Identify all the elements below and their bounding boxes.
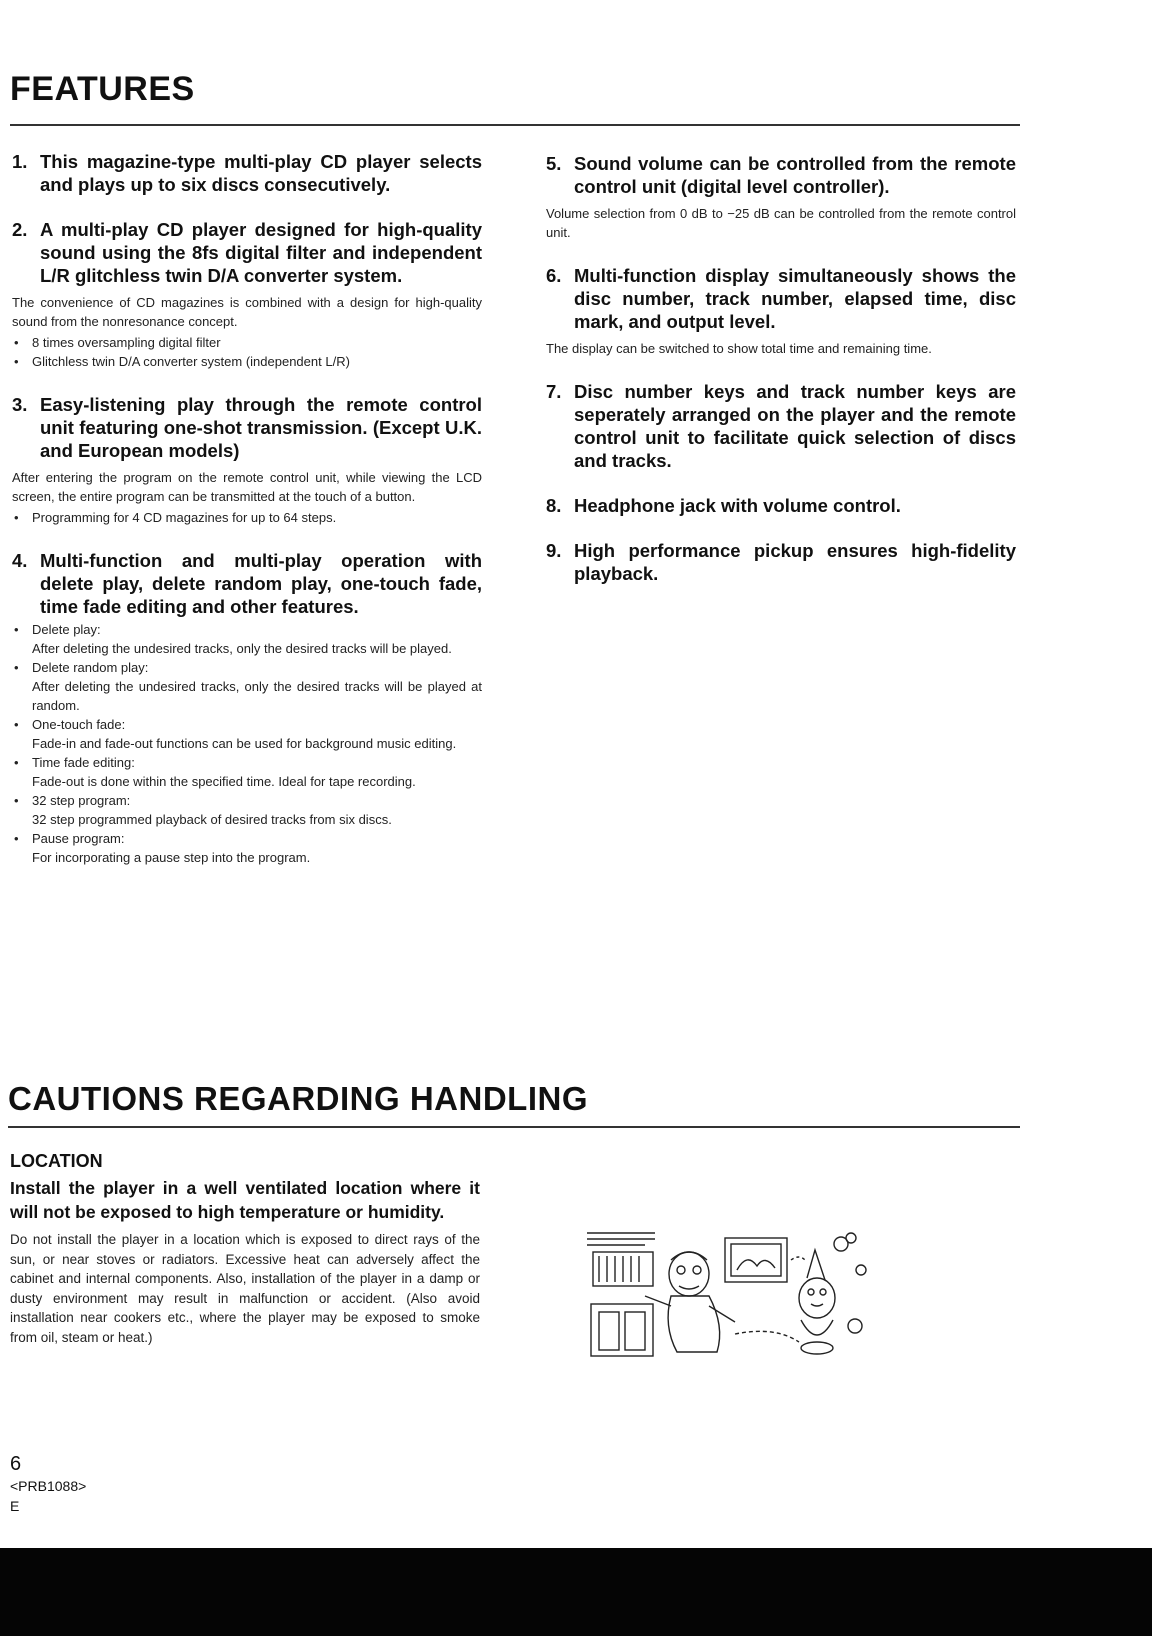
feature-title: High performance pickup ensures high-fidelity playback. — [574, 540, 1016, 584]
bullet-body: For incorporating a pause step into the program. — [32, 850, 311, 865]
feature-title: This magazine-type multi-play CD player selects and plays up to six discs consecutively. — [40, 151, 482, 195]
cautions-heading: CAUTIONS REGARDING HANDLING — [8, 1080, 588, 1117]
feature-heading — [546, 380, 1016, 472]
feature-title: A multi-play CD player designed for high-quality sound using the 8fs digital filter and independent L/R glitchless twin D/A converter system. — [40, 219, 482, 286]
feature-title: Multi-function display simultaneously shows the disc number, track number, elapsed time, disc mark, and output level. — [574, 265, 1016, 332]
features-heading: FEATURES — [10, 70, 195, 108]
feature-bullet — [12, 620, 482, 658]
location-heading: LOCATION — [10, 1151, 103, 1171]
feature-heading — [12, 150, 482, 196]
feature-description: After entering the program on the remote control unit, while viewing the LCD screen, the entire program can be transmitted at the touch of a button. — [12, 470, 482, 504]
feature-heading — [546, 152, 1016, 198]
feature-bullet — [12, 829, 482, 867]
feature-bullet-list — [12, 620, 482, 867]
feature-bullet — [12, 753, 482, 791]
feature-heading — [12, 393, 482, 462]
feature-bullet — [12, 791, 482, 829]
feature-number: 6. — [546, 265, 562, 286]
feature-description: The display can be switched to show total time and remaining time. — [546, 341, 932, 356]
bullet-label: • Pause program: — [32, 831, 125, 846]
feature-number: 7. — [546, 381, 562, 402]
bullet-body: After deleting the undesired tracks, only the desired tracks will be played at random. — [32, 679, 482, 713]
feature-item — [12, 218, 482, 371]
bullet-label: • 8 times oversampling digital filter — [32, 335, 221, 350]
feature-description: Volume selection from 0 dB to −25 dB can be controlled from the remote control unit. — [546, 206, 1016, 240]
feature-bullet — [12, 658, 482, 715]
feature-item — [12, 150, 482, 196]
feature-heading — [546, 264, 1016, 333]
feature-heading — [12, 218, 482, 287]
feature-number: 8. — [546, 495, 562, 516]
feature-number: 3. — [12, 394, 28, 415]
cautions-rule — [8, 1126, 1020, 1128]
bullet-body: Fade-in and fade-out functions can be used for background music editing. — [32, 736, 457, 751]
feature-bullet-list — [12, 508, 482, 527]
feature-bullet — [12, 508, 482, 527]
page-footer — [10, 1452, 210, 1516]
bullet-body: Fade-out is done within the specified time. Ideal for tape recording. — [32, 774, 416, 789]
location-section — [10, 1150, 480, 1347]
features-left-column — [12, 150, 482, 889]
document-code: <PRB1088> — [10, 1478, 87, 1494]
feature-number: 1. — [12, 151, 28, 172]
features-rule — [10, 124, 1020, 126]
feature-heading — [12, 549, 482, 618]
feature-heading — [546, 539, 1016, 585]
scan-edge-band — [0, 1548, 1152, 1636]
feature-item — [546, 494, 1016, 517]
feature-bullet — [12, 333, 482, 352]
feature-bullet-list — [12, 333, 482, 371]
language-code: E — [10, 1498, 20, 1514]
location-subheading: Install the player in a well ventilated location where it will not be exposed to high temperature or humidity. — [10, 1178, 480, 1222]
location-description: Do not install the player in a location which is exposed to direct rays of the sun, or near stoves or radiators. Excessive heat can adversely affect the cabinet and internal components. Also, installation of the player in a damp or dusty environment may result in malfunction or accident. (Also avoid installation near cookers etc., where the player may be exposed to smoke from oil, steam or heat.) — [10, 1232, 480, 1345]
feature-number: 4. — [12, 550, 28, 571]
feature-item — [546, 380, 1016, 472]
feature-bullet — [12, 352, 482, 371]
feature-heading — [546, 494, 1016, 517]
feature-title: Multi-function and multi-play operation with delete play, delete random play, one-touch fade, time fade editing and other features. — [40, 550, 482, 617]
feature-item — [12, 393, 482, 527]
feature-description: The convenience of CD magazines is combined with a design for high-quality sound from the nonresonance concept. — [12, 295, 482, 329]
feature-title: Sound volume can be controlled from the remote control unit (digital level controller). — [574, 153, 1016, 197]
feature-item — [546, 264, 1016, 358]
feature-item — [546, 152, 1016, 242]
feature-number: 9. — [546, 540, 562, 561]
feature-item — [546, 539, 1016, 585]
feature-bullet — [12, 715, 482, 753]
page-number: 6 — [10, 1453, 22, 1475]
feature-title: Easy-listening play through the remote control unit featuring one-shot transmission. (Except U.K. and European models) — [40, 394, 482, 461]
bullet-label: • Programming for 4 CD magazines for up to 64 steps. — [32, 510, 337, 525]
bullet-body: After deleting the undesired tracks, only the desired tracks will be played. — [32, 641, 452, 656]
feature-number: 2. — [12, 219, 28, 240]
bullet-body: 32 step programmed playback of desired tracks from six discs. — [32, 812, 392, 827]
bullet-label: • Delete play: — [32, 622, 101, 637]
feature-title: Headphone jack with volume control. — [574, 495, 901, 516]
feature-title: Disc number keys and track number keys are seperately arranged on the player and the remote control unit to facilitate quick selection of discs and tracks. — [574, 381, 1016, 471]
bullet-label: • One-touch fade: — [32, 717, 126, 732]
features-right-column — [546, 152, 1016, 607]
bullet-label: • Time fade editing: — [32, 755, 135, 770]
feature-item — [12, 549, 482, 867]
feature-number: 5. — [546, 153, 562, 174]
bullet-label: • Glitchless twin D/A converter system (independent L/R) — [32, 354, 350, 369]
bullet-label: • 32 step program: — [32, 793, 131, 808]
bullet-label: • Delete random play: — [32, 660, 149, 675]
caution-illustration — [585, 1230, 875, 1360]
